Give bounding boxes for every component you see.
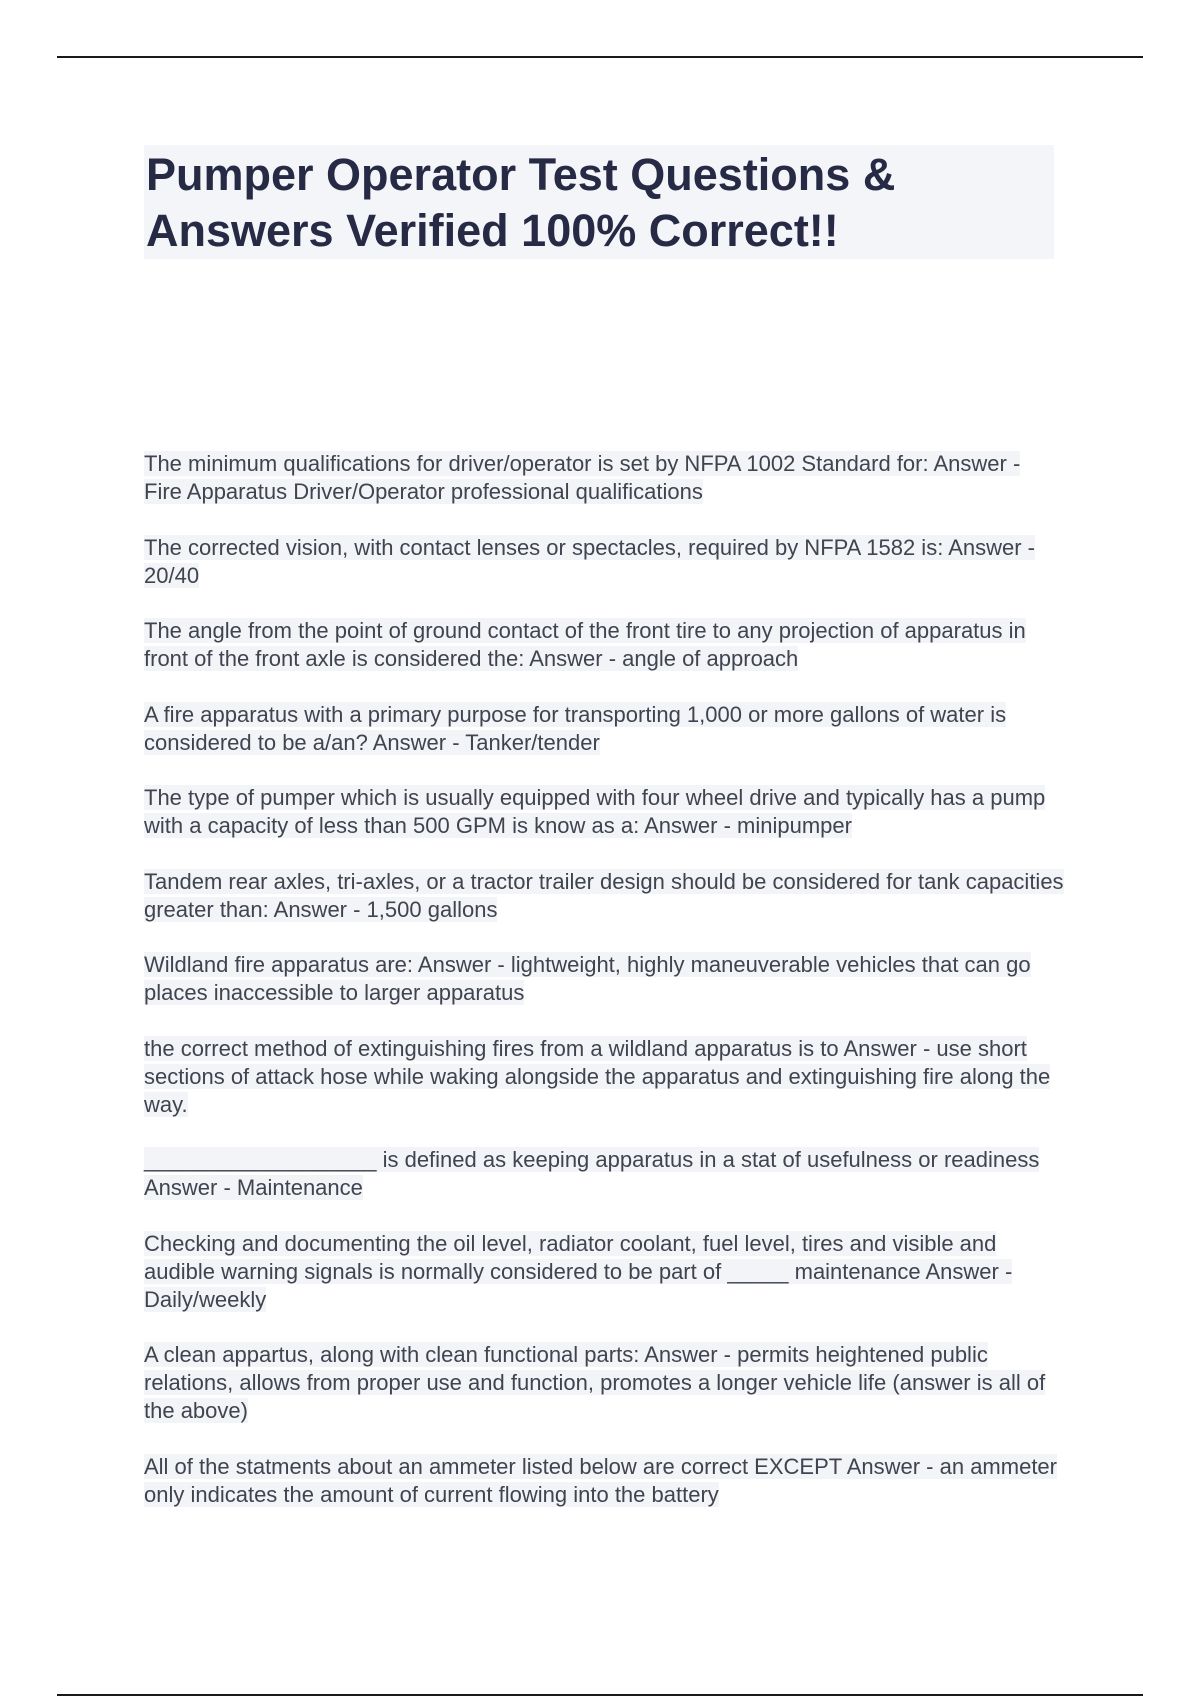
qa-item: [144, 450, 1064, 506]
qa-item: [144, 1230, 1064, 1314]
qa-item: [144, 1146, 1064, 1202]
qa-item-text: Checking and documenting the oil level, radiator coolant, fuel level, tires and visible and audible warning signals is normally considered to be part of _____ maintenance Answer - Daily/weekly: [144, 1230, 1013, 1312]
qa-item: [144, 534, 1064, 590]
qa-item: [144, 701, 1064, 757]
qa-item-text: The angle from the point of ground contact of the front tire to any projection of apparatus in front of the front axle is considered the: Answer - angle of approach: [144, 618, 1026, 671]
qa-item: [144, 1035, 1064, 1119]
qa-item-text: All of the statments about an ammeter listed below are correct EXCEPT Answer - an ammeter only indicates the amount of current flowing into the battery: [144, 1453, 1057, 1507]
qa-item-text: ___________________ is defined as keeping apparatus in a stat of usefulness or readiness Answer - Maintenance: [144, 1147, 1040, 1200]
qa-item-text: Wildland fire apparatus are: Answer - lightweight, highly maneuverable vehicles that can go places inaccessible to larger apparatus: [144, 952, 1031, 1005]
qa-item: [144, 951, 1064, 1007]
qa-item-text: The minimum qualifications for driver/operator is set by NFPA 1002 Standard for: Answer - Fire Apparatus Driver/Operator professional qualifications: [144, 451, 1021, 504]
top-rule: [57, 56, 1143, 58]
bottom-rule: [57, 1694, 1143, 1696]
qa-item-text: A fire apparatus with a primary purpose for transporting 1,000 or more gallons of water is considered to be a/an? Answer - Tanker/tender: [144, 701, 1007, 755]
qa-item-text: Tandem rear axles, tri-axles, or a tractor trailer design should be considered for tank capacities greater than: Answer - 1,500 gallons: [144, 868, 1064, 922]
page-title: Pumper Operator Test Questions & Answers Verified 100% Correct!!: [146, 149, 896, 256]
qa-item-text: the correct method of extinguishing fires from a wildland apparatus is to Answer - use short sections of attack hose while waking alongside the apparatus and extinguishing fire along the way.: [144, 1035, 1051, 1117]
qa-list: [144, 450, 1064, 1536]
qa-item-text: The corrected vision, with contact lenses or spectacles, required by NFPA 1582 is: Answer - 20/40: [144, 534, 1035, 588]
qa-item-text: A clean appartus, along with clean functional parts: Answer - permits heightened public relations, allows from proper use and function, promotes a longer vehicle life (answer is all of the above): [144, 1342, 1046, 1423]
qa-item: [144, 784, 1064, 840]
title-block: [144, 145, 1054, 259]
qa-item: [144, 868, 1064, 924]
qa-item: [144, 617, 1064, 673]
qa-item-text: The type of pumper which is usually equipped with four wheel drive and typically has a pump with a capacity of less than 500 GPM is know as a: Answer - minipumper: [144, 785, 1046, 838]
qa-item: [144, 1453, 1064, 1509]
qa-item: [144, 1341, 1064, 1425]
